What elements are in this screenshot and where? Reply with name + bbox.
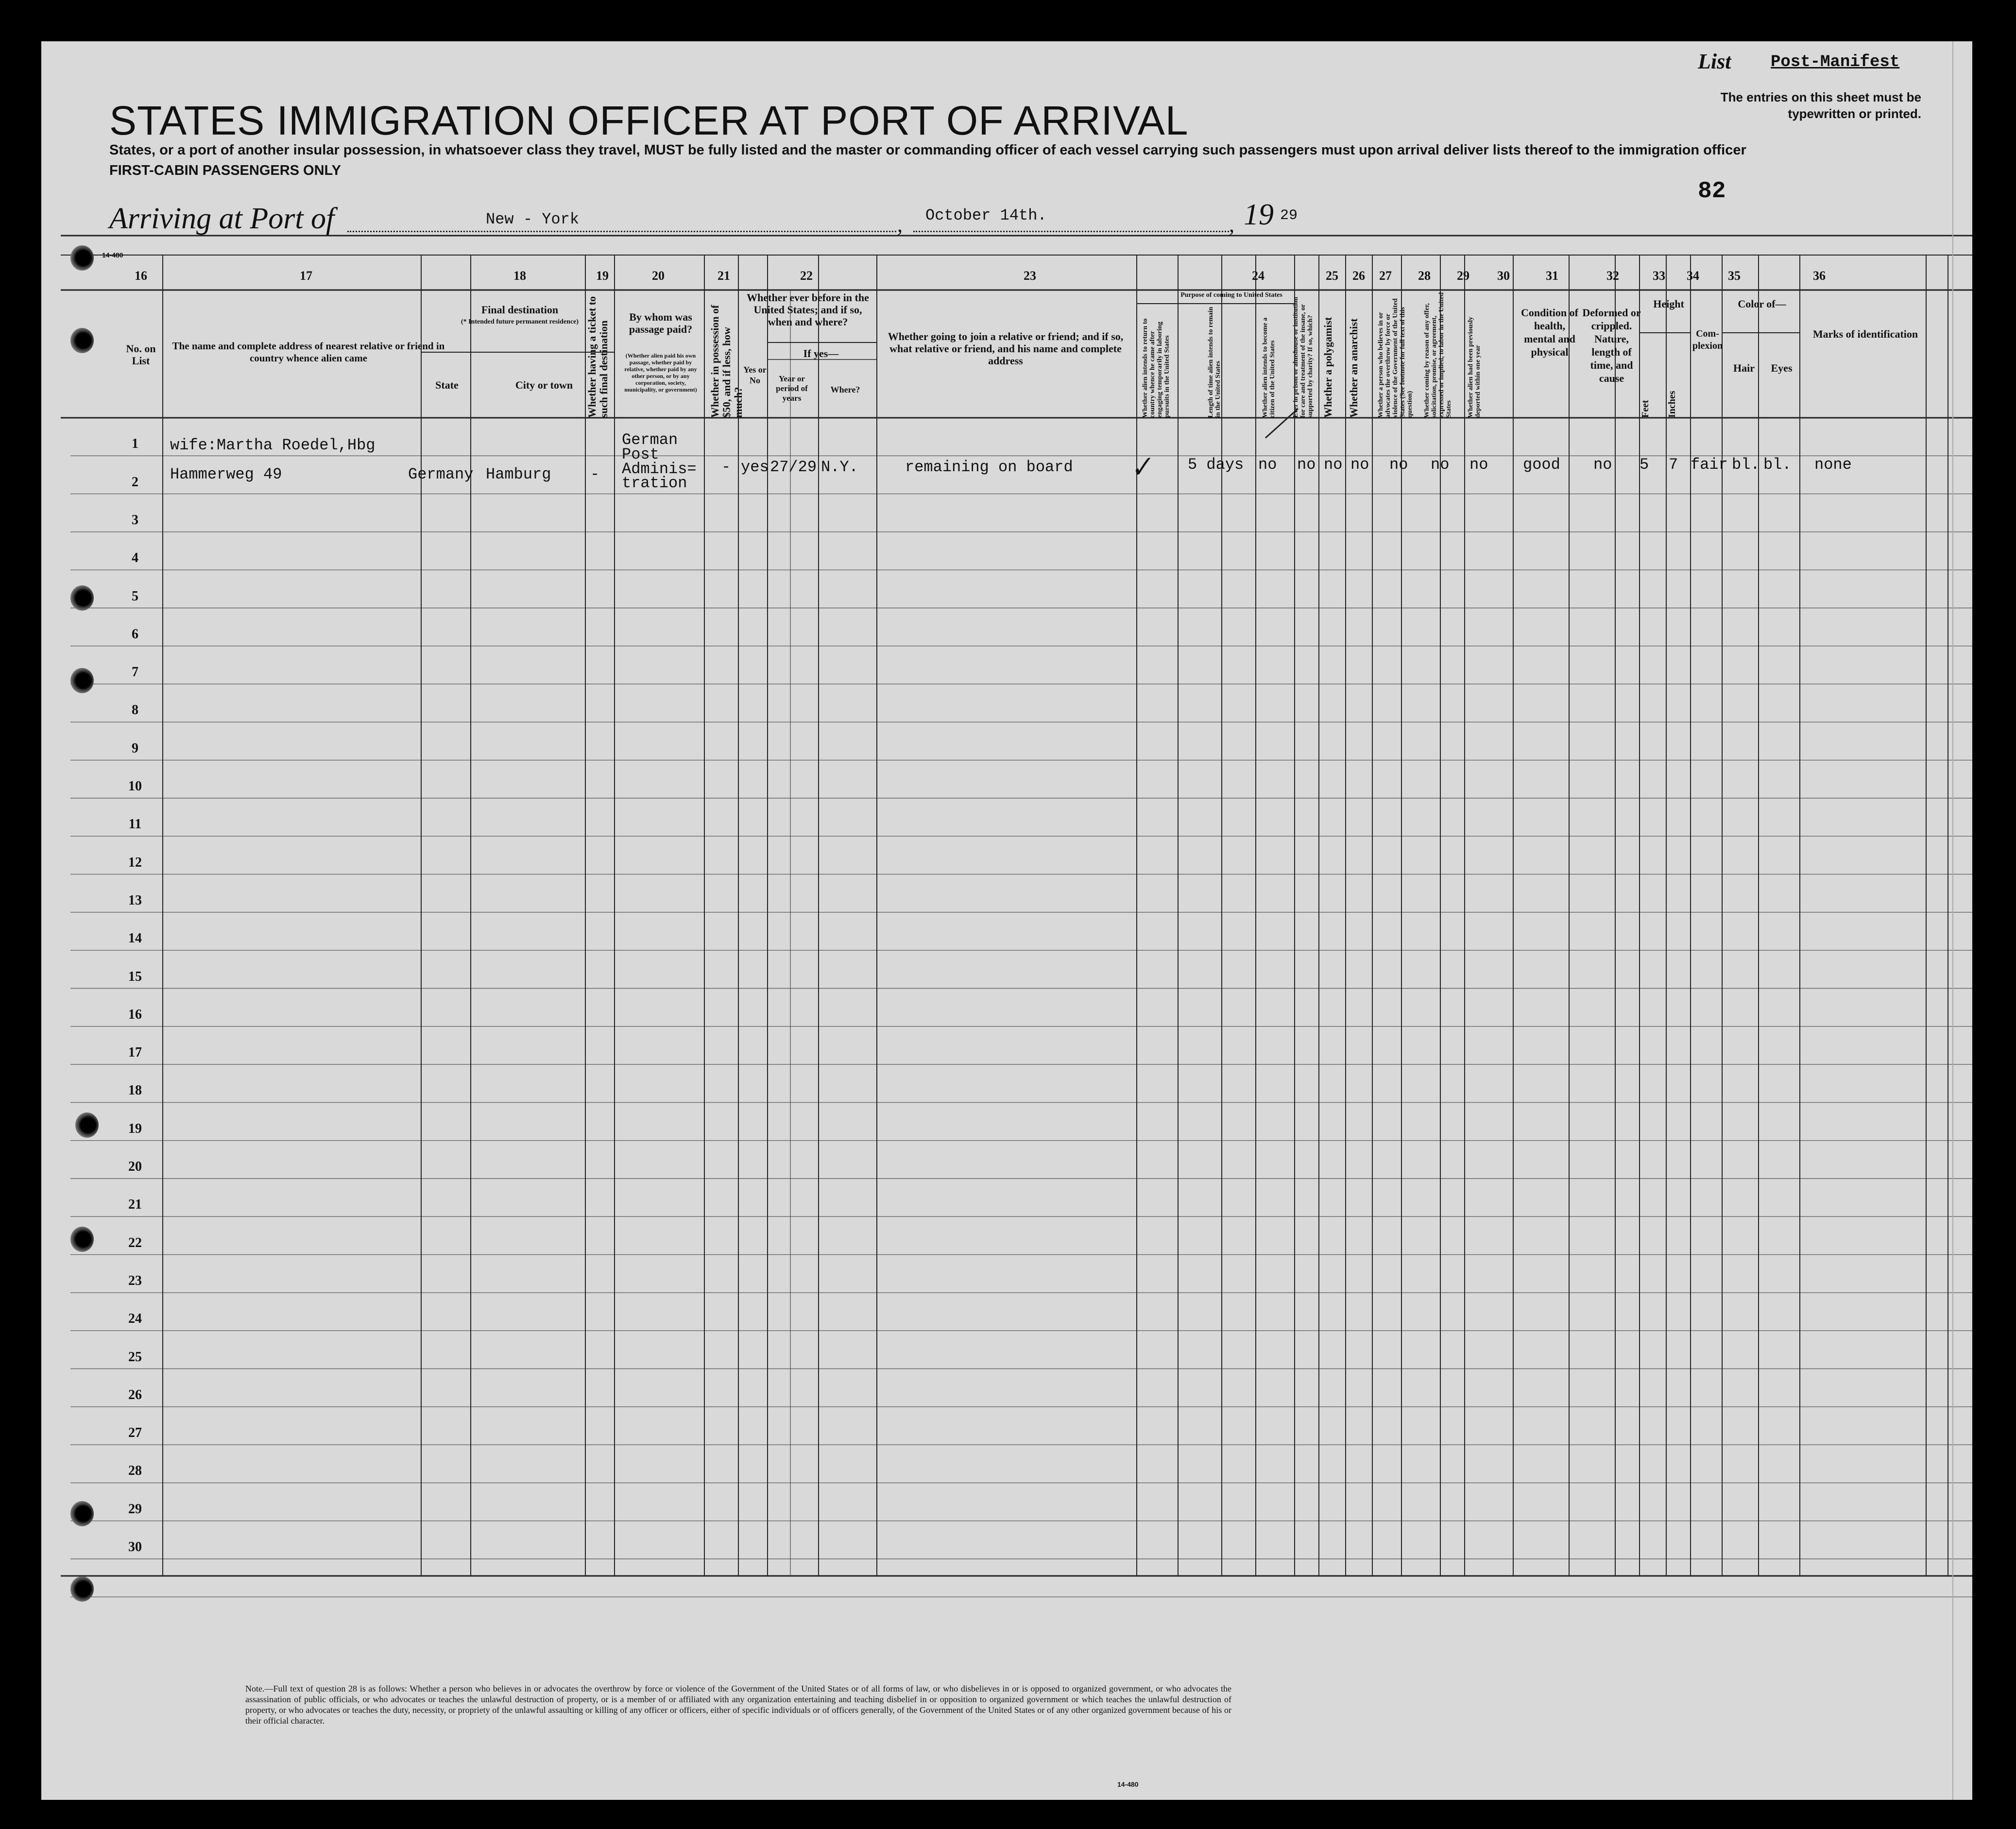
date-dotted-line	[913, 231, 1229, 232]
binder-hole	[75, 1112, 99, 1138]
entry-passage-line2: Post	[622, 445, 659, 463]
header-citizen-intent: Whether alien intends to become a citizen of the United States	[1262, 317, 1276, 418]
entry-deported: no	[1469, 456, 1488, 474]
row-number: 27	[128, 1425, 142, 1441]
entry-prison: no	[1297, 456, 1316, 474]
entry-health: good	[1523, 456, 1560, 474]
binder-hole	[70, 245, 94, 271]
col-num-24: 24	[1252, 269, 1264, 283]
row-number: 1	[132, 436, 138, 452]
col-num-31: 31	[1546, 269, 1558, 283]
entry-ticket: -	[590, 465, 600, 483]
row-number: 14	[128, 931, 142, 946]
row-number: 21	[128, 1197, 142, 1213]
row-number: 17	[128, 1045, 142, 1060]
entry-marks: none	[1814, 456, 1852, 474]
header-purpose: Purpose of coming to United States	[1180, 291, 1282, 299]
cabin-class: FIRST-CABIN PASSENGERS ONLY	[109, 163, 341, 178]
binder-hole	[70, 585, 94, 611]
year-value: 29	[1280, 207, 1298, 224]
form-ref-top: 14-480	[102, 251, 123, 259]
binder-hole	[70, 1501, 94, 1526]
header-color: Color of—	[1738, 298, 1786, 310]
header-complexion: Com-plexion	[1692, 328, 1723, 351]
check-mark: ✓	[1127, 451, 1155, 485]
header-deported: Whether alien had been previously deported within one year	[1467, 317, 1482, 418]
row-number: 28	[128, 1463, 142, 1479]
row-number: 30	[128, 1539, 142, 1555]
row-number: 3	[132, 512, 138, 528]
header-hair: Hair	[1733, 362, 1755, 374]
header-final-destination: Final destination	[481, 304, 559, 316]
header-prison: Ever in prison or almshouse or institution for care and treatment of the insane, or supported by charity? If so, which?	[1292, 297, 1314, 418]
header-money: Whether in possession of $50, and if less, how much?	[709, 305, 744, 418]
col-num-30: 30	[1497, 269, 1510, 283]
entry-passage-line4: tration	[622, 474, 687, 492]
header-before-in-us: Whether ever before in the United States; and if so, when and where?	[747, 291, 869, 328]
header-length-of-time: Length of time alien intends to remain in the United States	[1207, 307, 1222, 418]
entry-hair: bl.	[1732, 456, 1760, 474]
year-prefix: 19	[1244, 198, 1274, 231]
col-num-34: 34	[1687, 269, 1699, 283]
row-number: 19	[128, 1121, 142, 1136]
header-marks: Marks of identification	[1812, 328, 1918, 340]
col-num-32: 32	[1606, 269, 1619, 283]
header-nearest-relative: The name and complete address of nearest relative or friend in country whence alien came	[172, 340, 445, 364]
row-number: 24	[128, 1311, 142, 1327]
row-number: 10	[128, 779, 142, 794]
row-number: 13	[128, 892, 142, 908]
entry-length-of-stay: 5 days	[1188, 456, 1244, 474]
header-final-destination-note: (* Intended future permanent residence)	[461, 318, 579, 325]
entry-state: Germany	[408, 465, 474, 483]
col-num-33: 33	[1653, 269, 1665, 283]
arriving-label: Arriving at Port of	[109, 202, 335, 235]
entry-where: N.Y.	[821, 458, 858, 476]
entry-eyes: bl.	[1763, 456, 1792, 474]
col-num-23: 23	[1024, 269, 1036, 283]
entry-feet: 5	[1640, 456, 1649, 474]
header-yes-no: Yes or No	[743, 365, 767, 385]
header-health: Condition of health, mental and physical	[1521, 307, 1578, 358]
row-number: 18	[128, 1083, 142, 1098]
col-num-17: 17	[300, 269, 312, 283]
list-label: List	[1698, 50, 1731, 73]
date-value: October 14th.	[925, 206, 1047, 224]
header-state: State	[435, 379, 459, 391]
col-num-19: 19	[596, 269, 609, 283]
binder-hole	[70, 668, 94, 693]
header-polygamist: Whether a polygamist	[1322, 317, 1334, 418]
entry-polygamist: no	[1324, 456, 1343, 474]
entry-overthrow: no	[1389, 456, 1408, 474]
col-num-18: 18	[513, 269, 526, 283]
entry-citizen: no	[1258, 456, 1277, 474]
row-number: 2	[132, 474, 138, 490]
entry-city: Hamburg	[486, 465, 551, 483]
manifest-page	[41, 41, 1972, 1800]
form-ref-bottom: 14-480	[1117, 1780, 1139, 1788]
entry-years: 27/29	[770, 458, 817, 476]
header-joining: Whether going to join a relative or friend; and if so, what relative or friend, and his name and complete address	[888, 330, 1124, 367]
row-number: 4	[132, 550, 138, 566]
col-num-20: 20	[652, 269, 665, 283]
header-eyes: Eyes	[1771, 362, 1793, 374]
row-number: 29	[128, 1501, 142, 1517]
header-years: Year or period of years	[776, 374, 808, 403]
col-num-35: 35	[1728, 269, 1741, 283]
entry-anarchist: no	[1350, 456, 1369, 474]
page-subtitle: States, or a port of another insular possession, in whatsoever class they travel, MUST be fully listed and the master or commanding officer of each vessel carrying such passengers must upon arrival deliver lists thereof to the immigration officer	[109, 142, 1746, 158]
row-number: 7	[132, 665, 138, 680]
entry-joining: remaining on board	[905, 458, 1073, 476]
header-offer: Whether coming by reason of any offer, solicitation, promise, or agreement, expressed or implied, to labor in the United States	[1423, 292, 1452, 418]
entry-passage-line3: Adminis=	[622, 460, 697, 478]
col-num-26: 26	[1352, 269, 1365, 283]
header-if-yes: If yes—	[803, 347, 839, 359]
header-overthrow: Whether a person who believes in or advocates the overthrow by force or violence of the Government of the United States (See footnote for full text of this question)	[1377, 298, 1414, 418]
entry-offer: no	[1431, 456, 1450, 474]
col-num-25: 25	[1326, 269, 1338, 283]
header-no-on-list: No. on List	[126, 342, 156, 367]
header-where: Where?	[830, 385, 860, 394]
row-number: 16	[128, 1007, 142, 1022]
list-value: Post-Manifest	[1771, 53, 1900, 71]
typewritten-note: The entries on this sheet must be typewritten or printed.	[1720, 90, 1921, 121]
header-return-intent: Whether alien intends to return to country whence he came after engaging temporarily in laboring pursuits in the United States	[1142, 318, 1171, 418]
header-deformed: Deformed or crippled. Nature, length of time, and cause	[1582, 307, 1641, 384]
header-passage-paid: By whom was passage paid?	[629, 311, 693, 335]
row-number: 5	[132, 588, 138, 604]
comma-mark: ,	[897, 213, 903, 237]
row-number: 26	[128, 1387, 142, 1402]
page-title: STATES IMMIGRATION OFFICER AT PORT OF ARRIVAL	[109, 98, 1189, 143]
binder-hole	[70, 1227, 94, 1252]
col-num-16: 16	[135, 269, 147, 283]
footnote: Note.—Full text of question 28 is as follows: Whether a person who believes in or advocates the overthrow by force or violence of the Government of the United States or of all forms of law, or who disbelieves in or is opposed to organized government, or who advocates the assassination of public officials, or who advocates or teaches the unlawful destruction of property, or is a member of or affiliated with any organization entertaining and teaching disbelief in or opposition to organized government or which teaches the unlawful destruction of property, or who advocates or teaches the duty, necessity, or propriety of the unlawful assaulting or killing of any officer or officers, either of specific individuals or of officers generally, of the Government of the United States or of any other organized government because of his or their official character.	[245, 1684, 1231, 1726]
col-num-28: 28	[1418, 269, 1431, 283]
binder-hole	[70, 1576, 94, 1602]
header-anarchist: Whether an anarchist	[1348, 318, 1360, 418]
header-inches: Inches	[1667, 391, 1677, 418]
col-num-36: 36	[1813, 269, 1826, 283]
row-number: 6	[132, 626, 138, 642]
entry-complexion: fair	[1691, 456, 1728, 474]
entry-passage-line1: German	[622, 431, 678, 449]
comma-mark-2: ,	[1229, 213, 1234, 237]
row-number: 11	[128, 817, 142, 832]
col-num-29: 29	[1457, 269, 1469, 283]
row-number: 12	[128, 855, 142, 870]
entry-relative-line2: Hammerweg 49	[170, 465, 282, 483]
col-num-27: 27	[1379, 269, 1392, 283]
header-ticket: Whether having a ticket to such final destination	[586, 296, 610, 418]
row-number: 15	[128, 969, 142, 984]
header-height: Height	[1653, 298, 1684, 310]
port-dotted-line	[347, 231, 896, 232]
row-number: 8	[132, 702, 138, 718]
row-number: 22	[128, 1235, 142, 1250]
row-number: 23	[128, 1273, 142, 1288]
header-passage-note: (Whether alien paid his own passage, whether paid by relative, whether paid by any other person, or by any corporation, society, municipality, or government)	[624, 352, 697, 393]
row-number: 9	[132, 740, 138, 756]
entry-relative-line1: wife:Martha Roedel,Hbg	[170, 436, 376, 454]
sheet-number: 82	[1698, 178, 1726, 205]
col-num-21: 21	[718, 269, 730, 283]
row-number: 20	[128, 1159, 142, 1174]
col-num-22: 22	[800, 269, 813, 283]
entry-deformed: no	[1593, 456, 1612, 474]
header-city: City or town	[515, 379, 573, 391]
row-number: 25	[128, 1349, 142, 1365]
entry-inches: 7	[1669, 456, 1678, 474]
entry-money: -	[721, 458, 731, 476]
header-feet: Feet	[1640, 400, 1651, 418]
binder-hole	[70, 328, 94, 353]
entry-before-in-us: yes	[741, 458, 769, 476]
port-value: New - York	[486, 210, 580, 228]
